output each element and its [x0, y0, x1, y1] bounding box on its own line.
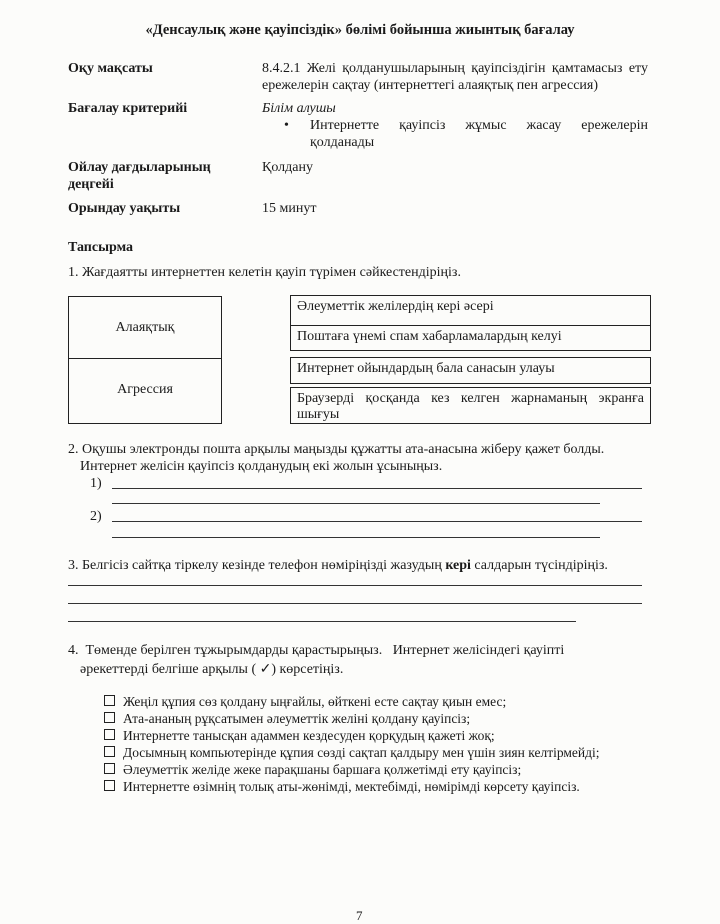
q2-line2: Интернет желісін қауіпсіз қолданудың екі жолын ұсыныңыз. — [80, 459, 443, 474]
page-title: «Денсаулық және қауіпсіздік» бөлімі бойынша жиынтық бағалау — [145, 22, 575, 38]
checkbox-item[interactable] — [104, 745, 600, 761]
checkbox-icon[interactable] — [104, 780, 115, 791]
q2-answer-number-2: 2) — [90, 509, 102, 524]
match-right-1: Әлеуметтік желілердің кері әсері — [290, 295, 651, 326]
q3-text-before: 3. Белгісіз сайтқа тіркелу кезінде телефон нөміріңізді жазудың — [68, 558, 446, 573]
checkbox-label: Жеңіл құпия сөз қолдану ыңғайлы, өйткені есте сақтау қиын емес; — [123, 694, 507, 709]
checkbox-label: Интернетте өзімнің толық аты-жөнімді, мектебімді, нөмірімді көрсету қауіпсіз. — [123, 779, 580, 794]
q3-answer-line-3[interactable] — [68, 621, 576, 622]
checkbox-item[interactable] — [104, 728, 495, 744]
checkbox-item[interactable] — [104, 779, 580, 795]
task-title: Тапсырма — [68, 240, 134, 255]
criteria-bullet — [262, 117, 648, 151]
q1-text: 1. Жағдаятты интернеттен келетін қауіп түрімен сәйкестендіріңіз. — [68, 265, 461, 280]
q2-answer-number-1: 1) — [90, 476, 102, 491]
thinking-label: Ойлау дағдыларының деңгейі — [68, 160, 211, 192]
criteria-label: Бағалау критерийі — [68, 101, 188, 116]
q3-text — [68, 557, 608, 574]
goal-label: Оқу мақсаты — [68, 61, 153, 76]
checkbox-item[interactable] — [104, 762, 521, 778]
match-right-4: Браузерді қосқанда кез келген жарнаманың экранға шығуы — [290, 387, 651, 424]
q2-line1: 2. Оқушы электронды пошта арқылы маңызды құжатты ата-анасына жіберу қажет болды. — [68, 442, 605, 457]
checkbox-label: Әлеуметтік желіде жеке парақшаны баршаға қолжетімді ету қауіпсіз; — [123, 762, 522, 777]
criteria-bullet-text: Интернетте қауіпсіз жұмыс жасау ережелерін қолданады — [310, 118, 648, 150]
q2-answer-line-2a[interactable] — [112, 521, 642, 522]
match-right-3: Интернет ойындардың бала санасын улауы — [290, 357, 651, 384]
q3-answer-line-1[interactable] — [68, 585, 642, 586]
q3-answer-line-2[interactable] — [68, 603, 642, 604]
q4-line1: 4. Төменде берілген тұжырымдарды қарастырыңыз. Интернет желісіндегі қауіпті — [68, 643, 565, 658]
checkbox-item[interactable] — [104, 711, 470, 727]
thinking-value: Қолдану — [262, 160, 313, 175]
goal-value: 8.4.2.1 Желі қолданушыларының қауіпсіздігін қамтамасыз ету ережелерін сақтау (интернеттегі алаяқтық пен агрессия) — [262, 61, 648, 93]
checkbox-label: Интернетте танысқан адаммен кездесуден қорқудың қажеті жоқ; — [123, 728, 495, 743]
q3-text-after: салдарын түсіндіріңіз. — [470, 558, 608, 573]
page-number: 7 — [356, 908, 363, 923]
checkbox-icon[interactable] — [104, 746, 115, 757]
time-label: Орындау уақыты — [68, 201, 181, 216]
checkbox-icon[interactable] — [104, 763, 115, 774]
q2-answer-line-2b[interactable] — [112, 537, 600, 538]
q2-answer-line-1b[interactable] — [112, 503, 600, 504]
criteria-intro: Білім алушы — [262, 101, 336, 116]
q3-text-bold: кері — [445, 558, 471, 573]
match-left-aggression: Агрессия — [68, 357, 222, 424]
checkbox-icon[interactable] — [104, 729, 115, 740]
time-value: 15 минут — [262, 201, 317, 216]
q4-line2: әрекеттерді белгіше арқылы ( ✓) көрсетіңіз. — [80, 662, 344, 677]
match-left-fraud: Алаяқтық — [68, 296, 222, 359]
checkbox-label: Досымның компьютерінде құпия сөзді сақтап қалдыру мен үшін зиян келтірмейді; — [123, 745, 600, 760]
checkbox-label: Ата-ананың рұқсатымен әлеуметтік желіні қолдану қауіпсіз; — [123, 711, 471, 726]
match-right-2: Поштаға үнемі спам хабарламалардың келуі — [290, 325, 651, 351]
checkbox-icon[interactable] — [104, 712, 115, 723]
criteria-value — [262, 100, 648, 151]
checkbox-icon[interactable] — [104, 695, 115, 706]
checkbox-item[interactable] — [104, 694, 506, 710]
q2-answer-line-1a[interactable] — [112, 488, 642, 489]
bullet-dot-icon: • — [284, 118, 289, 133]
